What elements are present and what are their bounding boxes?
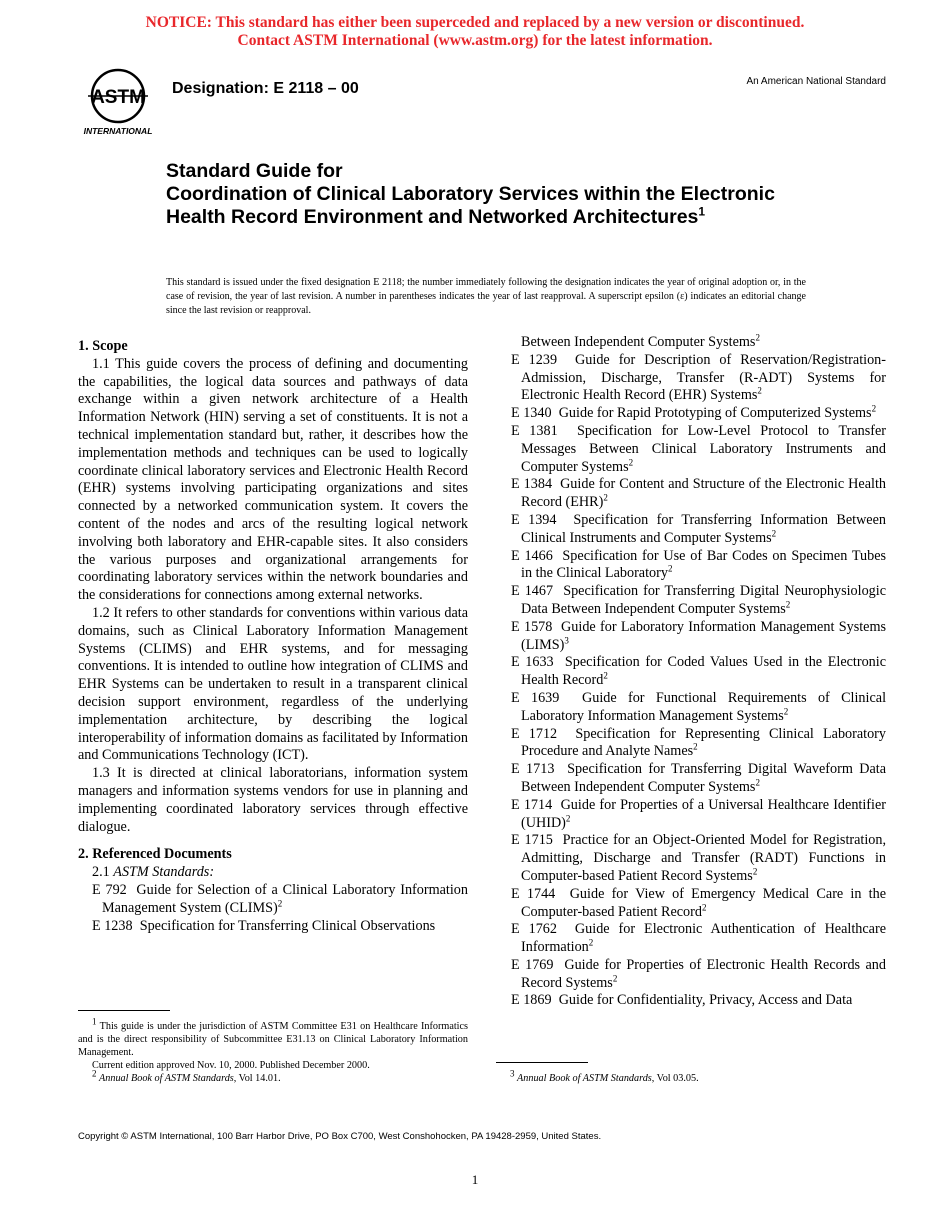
scope-paragraph-1-2: 1.2 It refers to other standards for conventions within various data domains, such as Clinical Laboratory Information Management Systems (CLIMS) and EHR systems, and for messaging conventions. It is intended to outline how integration of CLIMS and EHR Systems can be undertaken to result in a transparent clinical decision support environment, regardless of the underlying implementation architecture, by describing the logical interoperability of information domains as facilitated by Information and Communications Technology (ICT). [78,604,468,764]
ref-text-continued: Between Independent Computer Systems [521,334,756,350]
ref-sup: 2 [871,403,877,414]
ref-sup: 2 [752,866,758,877]
ref-code: E 1712 [511,725,558,742]
scope-heading: 1. Scope [78,338,128,354]
ref-code: E 1384 [511,476,553,493]
ref-code: E 1762 [511,921,557,938]
footnote-1-number: 1 [92,1016,97,1027]
ref-text: Specification for Transferring Information Between Clinical Instruments and Computer Systems [521,511,886,546]
footnote-3 [496,1068,886,1085]
ref-item [511,476,886,512]
left-column [78,338,468,935]
ref-code: E 1715 [511,832,553,849]
ref-item [511,957,886,993]
ref-sup: 2 [612,972,618,983]
ref-text: Guide for Properties of a Universal Healthcare Identifier (UHID) [521,796,886,831]
ref-code: E 1578 [511,618,553,635]
footnote-rule-left [78,1010,170,1011]
national-standard-label: An American National Standard [746,76,886,87]
scope-paragraph-1-1: 1.1 This guide covers the process of defining and documenting the capabilities, the logical data sources and pathways of data exchange within a given network architecture of a Health Information Network (HIN) serving a set of constituents. It is not a technical implementation standard but, rather, it describes how the implementation methods and techniques can be used to logically coordinate clinical laboratory services and Electronic Health Record (EHR) systems involving participating organizations and sites connected by a networked communication system. It covers the content of the nodes and arcs of the resulting logical network involving both laboratory and EHR-capable sites. It also considers the various purposes and organizational arrangements for coordinating laboratory services within the network boundaries and the considerations for connections among external networks. [78,355,468,604]
footnote-2-number: 2 [92,1068,97,1079]
ref-text: Guide for Rapid Prototyping of Computerized Systems [558,405,872,422]
ref-text: Guide for View of Emergency Medical Care in the Computer-based Patient Record [521,885,886,920]
ref-text: Guide for Content and Structure of the Electronic Health Record (EHR) [521,476,886,511]
ref-e792 [92,882,468,918]
ref-item [511,690,886,726]
ref-sup: 2 [603,492,608,503]
ref-text: Guide for Properties of Electronic Health Records and Record Systems [521,956,886,991]
notice-line-1: NOTICE: This standard has either been superceded and replaced by a new version or discontinued. [145,14,805,31]
ref-text: Specification for Transferring Digital Waveform Data Between Independent Computer Systems [521,761,887,795]
logo-letters: ASTM [91,87,145,108]
astm-logo [76,66,160,136]
logo-caption: INTERNATIONAL [83,126,153,136]
ref-sup: 2 [755,332,760,343]
ref-code: E 1869 [511,992,552,1009]
notice-line-2: Contact ASTM International (www.astm.org) for the latest information. [237,32,713,49]
ref-code: E 1394 [511,511,557,528]
ref-code: E 1713 [511,761,555,778]
ref-e1238-continued [511,334,886,352]
ref-item [511,832,886,885]
ref-code: E 1744 [511,885,556,902]
ref-code: E 1714 [511,796,553,813]
ref-text: Specification for Transferring Clinical Observations [139,917,436,934]
ref-sup: 2 [771,528,777,539]
issuance-note: This standard is issued under the fixed designation E 2118; the number immediately following the designation indicates the year of original adoption or, in the case of revision, the year of last revision. A number in parentheses indicates the year of last reapproval. A superscript epsilon (ε) indicates an editorial change since the last revision or reapproval. [166,277,806,316]
ref-code: E 1238 [92,917,133,934]
ref-e1238 [92,918,468,936]
title-main-text: Coordination of Clinical Laboratory Services within the Electronic Health Record Environment and Networked Architectures [166,183,775,228]
ref-text: Practice for an Object-Oriented Model for Registration, Admitting, Discharge and Transfer (RADT) Functions in Computer-based Patient Record Systems [521,832,887,884]
title-line-1: Standard Guide for [166,160,343,182]
footnote-2-volume: , Vol 14.01. [233,1073,281,1084]
ref-item [511,761,886,797]
right-column [511,334,886,1010]
ref-item [511,797,886,833]
ref-sup: 2 [701,901,707,912]
title-footnote-ref: 1 [698,204,706,219]
ref-sup: 2 [628,456,634,467]
notice-banner [0,14,950,50]
ref-item [511,352,886,405]
copyright-line: Copyright © ASTM International, 100 Barr Harbor Drive, PO Box C700, West Conshohocken, PA 19428-2959, United States. [78,1131,602,1142]
footnotes-right [496,1068,886,1085]
ref-sup: 2 [588,937,594,948]
ref-item [511,405,886,423]
ref-sup: 2 [667,563,673,574]
designation: Designation: E 2118 – 00 [172,80,359,97]
ref-sup: 2 [783,706,789,716]
ref-sup: 2 [785,599,791,610]
ref-item [511,548,886,584]
footnotes-left [78,1016,468,1085]
ref-item [511,512,886,548]
ref-code: E 1239 [511,351,558,368]
ref-text: Guide for Electronic Authentication of Healthcare Information [521,921,886,956]
footnote-1-text: This guide is under the jurisdiction of ASTM Committee E31 on Healthcare Informatics and is the direct responsibility of Subcommittee E31.13 on Clinical Laboratory Information Management. [78,1021,468,1058]
referenced-documents-heading: 2. Referenced Documents [78,846,232,863]
ref-sup: 2 [693,741,698,752]
ref-code: E 1466 [511,547,553,564]
subheading-label: ASTM Standards: [113,864,215,881]
ref-item [511,992,886,1010]
ref-text: Guide for Selection of a Clinical Laboratory Information Management System (CLIMS) [102,881,468,916]
reference-list [511,352,886,1010]
ref-item [511,726,886,762]
ref-item [511,654,886,690]
footnote-2-title: Annual Book of ASTM Standards [99,1073,234,1084]
ref-item [511,619,886,655]
page-number: 1 [471,1172,479,1187]
subheading-number: 2.1 [92,864,110,881]
document-title [166,160,806,229]
ref-item [511,583,886,619]
ref-code: E 1467 [511,583,554,600]
footnote-1-approval: Current edition approved Nov. 10, 2000. Published December 2000. [92,1060,370,1071]
ref-text: Specification for Coded Values Used in the Electronic Health Record [521,654,887,689]
footnote-rule-right [496,1062,588,1063]
ref-code: E 792 [92,881,127,898]
footnote-3-volume: , Vol 03.05. [651,1073,699,1084]
ref-code: E 1633 [511,654,554,671]
ref-item [511,423,886,476]
ref-sup: 2 [277,897,283,908]
ref-sup: 3 [564,634,569,645]
ref-text: Guide for Functional Requirements of Clinical Laboratory Information Management Systems [521,689,887,724]
ref-text: Specification for Low-Level Protocol to Transfer Messages Between Clinical Laboratory Instruments and Computer Systems [521,422,886,475]
ref-sup: 2 [603,670,608,681]
ref-item [511,886,886,922]
ref-sup: 2 [755,777,760,788]
ref-code: E 1639 [511,689,560,706]
ref-text: Guide for Description of Reservation/Registration-Admission, Discharge, Transfer (R-ADT) Systems for Electronic Health Record (EHR) Systems [521,351,887,404]
ref-text: Specification for Transferring Digital Neurophysiologic Data Between Independent Computer Systems [521,583,887,617]
ref-text: Guide for Laboratory Information Management Systems (LIMS) [521,618,887,653]
scope-paragraph-1-3: 1.3 It is directed at clinical laboratorians, information system managers and information systems vendors for use in planning and implementing coordinated laboratory services through effective dialogue. [78,765,468,835]
footnote-2 [78,1068,468,1085]
ref-code: E 1769 [511,956,554,973]
ref-text: Guide for Confidentiality, Privacy, Access and Data [558,992,853,1009]
ref-item [511,921,886,957]
ref-text: Specification for Representing Clinical Laboratory Procedure and Analyte Names [521,725,887,760]
ref-code: E 1381 [511,422,558,439]
ref-code: E 1340 [511,405,552,422]
astm-standards-subheading [78,864,468,882]
title-main [166,183,806,229]
ref-sup: 2 [565,812,571,823]
ref-sup: 2 [757,385,762,396]
ref-text: Specification for Use of Bar Codes on Specimen Tubes in the Clinical Laboratory [521,547,887,582]
footnote-1 [78,1016,468,1059]
footnote-3-number: 3 [510,1068,515,1079]
footnote-3-title: Annual Book of ASTM Standards [517,1073,652,1084]
